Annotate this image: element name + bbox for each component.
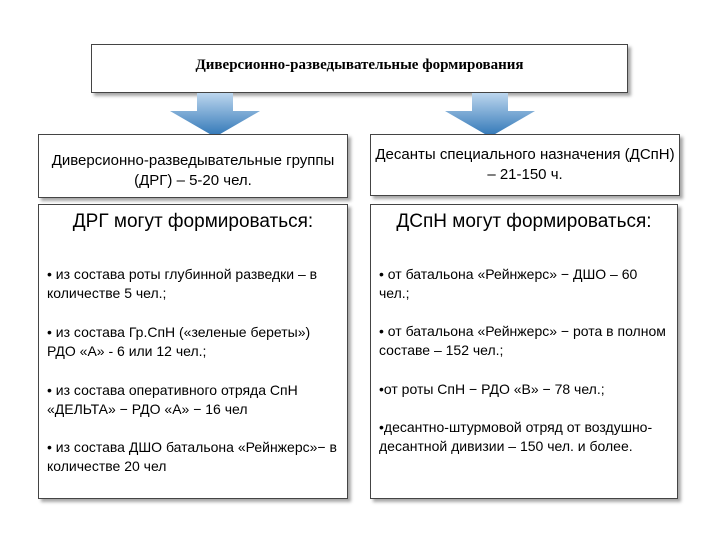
dspn-header-text: Десанты специального назначения (ДСпН) – 21-150 ч. xyxy=(375,146,675,183)
drg-panel-title: ДРГ могут формироваться: xyxy=(72,211,314,232)
dspn-panel xyxy=(370,204,678,499)
dspn-panel-title: ДСпН могут формироваться: xyxy=(396,211,652,232)
dspn-list-item: • от батальона «Рейнжерс» − ДШО – 60 чел.; xyxy=(379,266,638,301)
dspn-list-item: • от батальона «Рейнжерс» − рота в полном составе – 152 чел.; xyxy=(379,323,666,358)
arrow-down-right-icon xyxy=(445,93,535,137)
drg-list-item: • из состава Гр.СпН («зеленые береты») РДО «А» - 6 или 12 чел.; xyxy=(47,324,311,359)
dspn-list-item: •десантно-штурмовой отряд от воздушно-десантной дивизии – 150 чел. и более. xyxy=(379,419,653,454)
drg-header-text: Диверсионно-разведывательные группы (ДРГ) – 5-20 чел. xyxy=(51,152,335,189)
drg-panel xyxy=(38,204,348,499)
diagram-title: Диверсионно-разведывательные формирования xyxy=(195,57,524,73)
dspn-list-item: •от роты СпН − РДО «В» − 78 чел.; xyxy=(379,381,605,397)
drg-list-item: • из состава роты глубинной разведки – в количестве 5 чел.; xyxy=(47,266,318,301)
drg-list-item: • из состава оперативного отряда СпН «ДЕЛЬТА» − РДО «А» − 16 чел xyxy=(47,382,298,417)
dspn-header-box xyxy=(370,134,680,196)
title-box xyxy=(91,44,628,93)
arrow-down-left-icon xyxy=(170,93,260,137)
drg-list-item: • из состава ДШО батальона «Рейнжерс»− в количестве 20 чел xyxy=(47,439,337,474)
drg-header-box xyxy=(38,134,348,198)
